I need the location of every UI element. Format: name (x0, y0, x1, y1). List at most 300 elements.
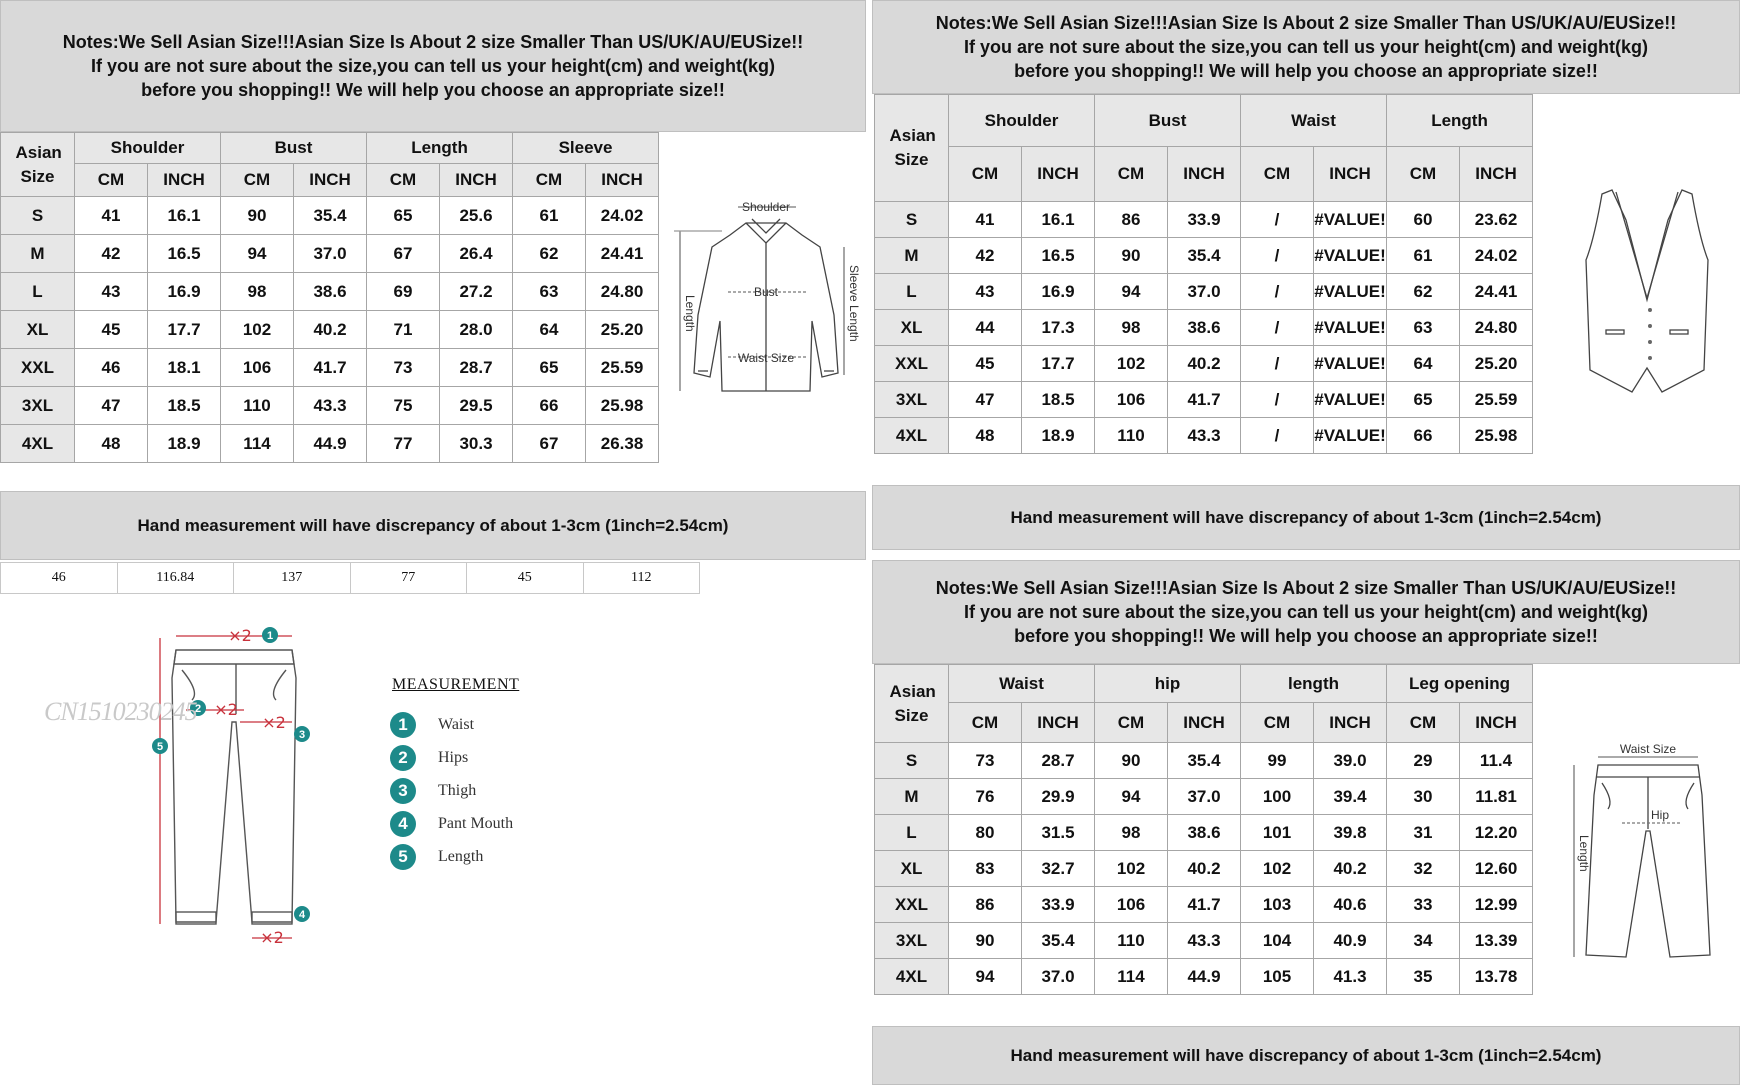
value-cell: 94 (949, 959, 1022, 995)
table-row (875, 238, 1533, 274)
size-cell: 4XL (875, 418, 949, 454)
shirt-notes (0, 0, 866, 132)
table-row (1, 197, 659, 235)
value-cell: 25.59 (586, 349, 659, 387)
value-cell: 114 (1095, 959, 1168, 995)
value-cell: 41.7 (294, 349, 367, 387)
value-cell: / (1241, 238, 1314, 274)
value-cell: 17.3 (1022, 310, 1095, 346)
size-header-cell: Asian Size (875, 95, 949, 202)
table-row (875, 418, 1533, 454)
value-cell: 66 (513, 387, 586, 425)
table-row (875, 346, 1533, 382)
value-cell: 25.59 (1460, 382, 1533, 418)
value-cell: 43 (949, 274, 1022, 310)
value-cell: 106 (1095, 382, 1168, 418)
value-strip (0, 562, 700, 594)
times2-label: ×2 (260, 928, 284, 947)
value-cell: 25.20 (1460, 346, 1533, 382)
value-cell: 63 (1387, 310, 1460, 346)
value-cell: / (1241, 310, 1314, 346)
value-cell: 114 (221, 425, 294, 463)
value-cell: 29.9 (1022, 779, 1095, 815)
value-cell: 65 (367, 197, 440, 235)
value-cell: 48 (75, 425, 148, 463)
value-cell: 18.1 (148, 349, 221, 387)
legend-item: 1 Waist (390, 708, 519, 741)
legend-item: 2 Hips (390, 741, 519, 774)
value-cell: 75 (367, 387, 440, 425)
value-cell: 47 (949, 382, 1022, 418)
size-cell: 3XL (875, 382, 949, 418)
strip-cell: 137 (234, 562, 351, 594)
marker-5: 5 (156, 741, 164, 753)
value-cell: 17.7 (148, 311, 221, 349)
value-cell: 94 (221, 235, 294, 273)
value-cell: 61 (513, 197, 586, 235)
size-cell: XXL (875, 887, 949, 923)
value-cell: 13.78 (1460, 959, 1533, 995)
strip-cell: 45 (467, 562, 584, 594)
value-cell: 41 (949, 202, 1022, 238)
value-cell: 102 (1095, 851, 1168, 887)
value-cell: 29 (1387, 743, 1460, 779)
value-cell: 12.60 (1460, 851, 1533, 887)
table-row (875, 779, 1533, 815)
shirt-footer: Hand measurement will have discrepancy of about 1-3cm (1inch=2.54cm) (0, 491, 866, 560)
table-row (1, 235, 659, 273)
value-cell: 41.3 (1314, 959, 1387, 995)
size-cell: L (875, 815, 949, 851)
value-cell: 24.80 (1460, 310, 1533, 346)
value-cell: 65 (513, 349, 586, 387)
unit-header: INCH (440, 164, 513, 197)
value-cell: 100 (1241, 779, 1314, 815)
size-header-cell: Asian Size (875, 665, 949, 743)
value-cell: 24.02 (1460, 238, 1533, 274)
value-cell: 90 (221, 197, 294, 235)
size-cell: 3XL (875, 923, 949, 959)
table-row (875, 959, 1533, 995)
value-cell: 11.4 (1460, 743, 1533, 779)
size-cell: S (1, 197, 75, 235)
value-cell: 44.9 (294, 425, 367, 463)
unit-header: INCH (586, 164, 659, 197)
legend-item: 3 Thigh (390, 774, 519, 807)
value-cell: 94 (1095, 779, 1168, 815)
size-cell: XXL (875, 346, 949, 382)
value-cell: 64 (513, 311, 586, 349)
value-cell: 24.02 (586, 197, 659, 235)
value-cell: 39.0 (1314, 743, 1387, 779)
size-cell: XL (875, 851, 949, 887)
value-cell: 11.81 (1460, 779, 1533, 815)
value-cell: 69 (367, 273, 440, 311)
value-cell: 45 (949, 346, 1022, 382)
value-cell: 110 (1095, 923, 1168, 959)
value-cell: 40.6 (1314, 887, 1387, 923)
value-cell: 77 (367, 425, 440, 463)
value-cell: 33.9 (1022, 887, 1095, 923)
shoulder-label: Shoulder (741, 200, 791, 214)
value-cell: 30.3 (440, 425, 513, 463)
value-cell: 102 (1241, 851, 1314, 887)
value-cell: 40.2 (1168, 851, 1241, 887)
value-cell: 25.98 (1460, 418, 1533, 454)
table-row (875, 310, 1533, 346)
value-cell: 13.39 (1460, 923, 1533, 959)
legend-item: 4 Pant Mouth (390, 807, 519, 840)
value-cell: 43.3 (294, 387, 367, 425)
strip-cell: 116.84 (118, 562, 235, 594)
value-cell: 42 (75, 235, 148, 273)
value-cell: 43.3 (1168, 418, 1241, 454)
value-cell: 102 (1095, 346, 1168, 382)
value-cell: 28.0 (440, 311, 513, 349)
times2-label: ×2 (214, 700, 238, 719)
value-cell: 17.7 (1022, 346, 1095, 382)
value-cell: 18.5 (1022, 382, 1095, 418)
bust-label: Bust (753, 285, 779, 299)
value-cell: #VALUE! (1314, 238, 1387, 274)
table-row (1, 273, 659, 311)
value-cell: 102 (221, 311, 294, 349)
pants-size-outline-icon (1562, 735, 1732, 970)
unit-header: INCH (1314, 147, 1387, 202)
times2-label: ×2 (262, 713, 286, 732)
value-cell: 16.1 (148, 197, 221, 235)
value-cell: 34 (1387, 923, 1460, 959)
value-cell: 38.6 (294, 273, 367, 311)
value-cell: 67 (367, 235, 440, 273)
watermark: CN1510230245 (44, 697, 197, 726)
sleeve-label: Sleeve Length (847, 265, 861, 342)
column-header: Shoulder (949, 95, 1095, 147)
value-cell: 94 (1095, 274, 1168, 310)
value-cell: 43.3 (1168, 923, 1241, 959)
value-cell: 37.0 (1168, 274, 1241, 310)
value-cell: 104 (1241, 923, 1314, 959)
value-cell: 64 (1387, 346, 1460, 382)
value-cell: 98 (1095, 310, 1168, 346)
value-cell: 39.8 (1314, 815, 1387, 851)
legend-item: 5 Length (390, 840, 519, 873)
pants-outline-icon (140, 622, 340, 952)
value-cell: 29.5 (440, 387, 513, 425)
marker-4: 4 (298, 909, 306, 921)
pants-notes: Notes:We Sell Asian Size!!!Asian Size Is About 2 size Smaller Than US/UK/AU/EUSize!! If you are not sure about the size,you can tell us your height(cm) and weight(kg) before you shopping!! We will help you choose an appropriate size!! (872, 560, 1740, 664)
value-cell: 26.38 (586, 425, 659, 463)
value-cell: 101 (1241, 815, 1314, 851)
value-cell: 90 (1095, 743, 1168, 779)
value-cell: 110 (1095, 418, 1168, 454)
marker-1: 1 (266, 630, 274, 642)
strip-cell: 77 (351, 562, 468, 594)
table-row (1, 349, 659, 387)
table-row (1, 311, 659, 349)
value-cell: 16.5 (148, 235, 221, 273)
value-cell: 99 (1241, 743, 1314, 779)
notes-line-3: before you shopping!! We will help you choose an appropriate size!! (141, 80, 725, 100)
value-cell: 98 (221, 273, 294, 311)
unit-header: INCH (1460, 147, 1533, 202)
value-cell: / (1241, 382, 1314, 418)
value-cell: 62 (1387, 274, 1460, 310)
value-cell: 32.7 (1022, 851, 1095, 887)
unit-header: CM (949, 703, 1022, 743)
value-cell: 44 (949, 310, 1022, 346)
column-header: Length (367, 133, 513, 164)
table-row (875, 382, 1533, 418)
table-row (875, 274, 1533, 310)
size-cell: 4XL (1, 425, 75, 463)
value-cell: 35.4 (1168, 238, 1241, 274)
pants-size-diagram (1562, 735, 1732, 970)
value-cell: 28.7 (440, 349, 513, 387)
shirt-outline-icon (672, 195, 862, 405)
value-cell: 18.9 (148, 425, 221, 463)
size-cell: XL (1, 311, 75, 349)
table-row (1, 387, 659, 425)
value-cell: 80 (949, 815, 1022, 851)
unit-header: INCH (1460, 703, 1533, 743)
size-cell: M (1, 235, 75, 273)
value-cell: 16.5 (1022, 238, 1095, 274)
value-cell: 105 (1241, 959, 1314, 995)
value-cell: 106 (1095, 887, 1168, 923)
unit-header: INCH (148, 164, 221, 197)
vest-footer: Hand measurement will have discrepancy of about 1-3cm (1inch=2.54cm) (872, 485, 1740, 550)
value-cell: 86 (949, 887, 1022, 923)
value-cell: 66 (1387, 418, 1460, 454)
measurement-legend (390, 676, 519, 873)
value-cell: 63 (513, 273, 586, 311)
value-cell: / (1241, 202, 1314, 238)
column-header: Bust (1095, 95, 1241, 147)
size-cell: S (875, 202, 949, 238)
value-cell: 33.9 (1168, 202, 1241, 238)
value-cell: 27.2 (440, 273, 513, 311)
unit-header: CM (1387, 703, 1460, 743)
unit-header: CM (949, 147, 1022, 202)
value-cell: 44.9 (1168, 959, 1241, 995)
value-cell: 42 (949, 238, 1022, 274)
value-cell: 60 (1387, 202, 1460, 238)
value-cell: 16.9 (148, 273, 221, 311)
table-row (875, 202, 1533, 238)
notes-line-2: If you are not sure about the size,you can tell us your height(cm) and weight(kg) (90, 56, 776, 76)
value-cell: 106 (221, 349, 294, 387)
value-cell: / (1241, 346, 1314, 382)
column-header: Sleeve (513, 133, 659, 164)
shirt-size-panel (0, 0, 866, 560)
unit-header: CM (367, 164, 440, 197)
table-row (875, 743, 1533, 779)
value-cell: 38.6 (1168, 310, 1241, 346)
column-header: Leg opening (1387, 665, 1533, 703)
value-cell: 98 (1095, 815, 1168, 851)
value-cell: 28.7 (1022, 743, 1095, 779)
value-cell: 43 (75, 273, 148, 311)
column-header: hip (1095, 665, 1241, 703)
value-cell: 25.6 (440, 197, 513, 235)
table-row (875, 851, 1533, 887)
value-cell: 16.9 (1022, 274, 1095, 310)
vest-outline-icon (1572, 180, 1722, 400)
size-cell: 4XL (875, 959, 949, 995)
length-label: Length (683, 295, 697, 332)
value-cell: 37.0 (1168, 779, 1241, 815)
strip-cell: 112 (584, 562, 701, 594)
unit-header: INCH (1168, 703, 1241, 743)
shirt-diagram (672, 195, 862, 405)
value-cell: 23.62 (1460, 202, 1533, 238)
column-header: Length (1387, 95, 1533, 147)
value-cell: 12.99 (1460, 887, 1533, 923)
shirt-size-table (0, 132, 659, 463)
value-cell: 71 (367, 311, 440, 349)
vest-size-table (874, 94, 1533, 454)
value-cell: #VALUE! (1314, 274, 1387, 310)
value-cell: 37.0 (1022, 959, 1095, 995)
value-cell: 103 (1241, 887, 1314, 923)
vest-diagram (1572, 180, 1722, 400)
value-cell: 86 (1095, 202, 1168, 238)
value-cell: 47 (75, 387, 148, 425)
value-cell: 31.5 (1022, 815, 1095, 851)
unit-header: INCH (294, 164, 367, 197)
value-cell: / (1241, 274, 1314, 310)
hip-label: Hip (1650, 808, 1670, 822)
pants-measurement-diagram (140, 622, 340, 952)
value-cell: #VALUE! (1314, 382, 1387, 418)
size-cell: XL (875, 310, 949, 346)
column-header: Shoulder (75, 133, 221, 164)
column-header: Waist (949, 665, 1095, 703)
vest-notes: Notes:We Sell Asian Size!!!Asian Size Is About 2 size Smaller Than US/UK/AU/EUSize!! If you are not sure about the size,you can tell us your height(cm) and weight(kg) before you shopping!! We will help you choose an appropriate size!! (872, 0, 1740, 94)
value-cell: 41 (75, 197, 148, 235)
vest-size-panel (872, 0, 1740, 550)
marker-2: 2 (194, 703, 202, 715)
value-cell: 83 (949, 851, 1022, 887)
size-cell: L (1, 273, 75, 311)
unit-header: INCH (1168, 147, 1241, 202)
value-cell: 16.1 (1022, 202, 1095, 238)
unit-header: CM (1387, 147, 1460, 202)
value-cell: #VALUE! (1314, 418, 1387, 454)
value-cell: 40.9 (1314, 923, 1387, 959)
value-cell: 40.2 (1314, 851, 1387, 887)
value-cell: 73 (367, 349, 440, 387)
notes-line-1: Notes:We Sell Asian Size!!!Asian Size Is About 2 size Smaller Than US/UK/AU/EUSize!! (62, 32, 804, 52)
size-cell: 3XL (1, 387, 75, 425)
column-header: length (1241, 665, 1387, 703)
unit-header: INCH (1022, 147, 1095, 202)
size-cell: S (875, 743, 949, 779)
unit-header: CM (221, 164, 294, 197)
value-cell: 18.5 (148, 387, 221, 425)
value-cell: 38.6 (1168, 815, 1241, 851)
value-cell: #VALUE! (1314, 310, 1387, 346)
table-row (875, 815, 1533, 851)
value-cell: #VALUE! (1314, 346, 1387, 382)
length-label: Length (1577, 835, 1591, 872)
unit-header: CM (1095, 703, 1168, 743)
value-cell: 30 (1387, 779, 1460, 815)
value-cell: 62 (513, 235, 586, 273)
unit-header: INCH (1314, 703, 1387, 743)
value-cell: 45 (75, 311, 148, 349)
size-cell: M (875, 779, 949, 815)
size-header-cell: Asian Size (1, 133, 75, 197)
value-cell: 31 (1387, 815, 1460, 851)
waist-size-label: Waist Size (1619, 742, 1677, 756)
value-cell: 26.4 (440, 235, 513, 273)
value-cell: 61 (1387, 238, 1460, 274)
pants-size-table (874, 664, 1533, 995)
value-cell: 90 (1095, 238, 1168, 274)
pants-footer: Hand measurement will have discrepancy of about 1-3cm (1inch=2.54cm) (872, 1026, 1740, 1085)
unit-header: CM (513, 164, 586, 197)
value-cell: 39.4 (1314, 779, 1387, 815)
unit-header: INCH (1022, 703, 1095, 743)
value-cell: 40.2 (294, 311, 367, 349)
value-cell: 40.2 (1168, 346, 1241, 382)
value-cell: / (1241, 418, 1314, 454)
unit-header: CM (1241, 703, 1314, 743)
value-cell: 76 (949, 779, 1022, 815)
value-cell: 18.9 (1022, 418, 1095, 454)
unit-header: CM (75, 164, 148, 197)
size-cell: L (875, 274, 949, 310)
value-cell: 35 (1387, 959, 1460, 995)
value-cell: 24.80 (586, 273, 659, 311)
table-row (875, 887, 1533, 923)
pants-size-panel (872, 560, 1740, 1085)
value-cell: 33 (1387, 887, 1460, 923)
value-cell: 46 (75, 349, 148, 387)
value-cell: 37.0 (294, 235, 367, 273)
table-row (875, 923, 1533, 959)
value-cell: 41.7 (1168, 382, 1241, 418)
marker-3: 3 (298, 729, 306, 741)
value-cell: 35.4 (1022, 923, 1095, 959)
value-cell: 12.20 (1460, 815, 1533, 851)
size-cell: XXL (1, 349, 75, 387)
value-cell: 35.4 (294, 197, 367, 235)
value-cell: 67 (513, 425, 586, 463)
value-cell: 35.4 (1168, 743, 1241, 779)
waist-label: Waist Size (737, 351, 795, 365)
value-cell: #VALUE! (1314, 202, 1387, 238)
size-cell: M (875, 238, 949, 274)
table-row (1, 425, 659, 463)
value-cell: 48 (949, 418, 1022, 454)
column-header: Waist (1241, 95, 1387, 147)
value-cell: 32 (1387, 851, 1460, 887)
value-cell: 41.7 (1168, 887, 1241, 923)
column-header: Bust (221, 133, 367, 164)
value-cell: 65 (1387, 382, 1460, 418)
value-cell: 110 (221, 387, 294, 425)
value-cell: 25.98 (586, 387, 659, 425)
times2-label: ×2 (228, 626, 252, 645)
value-cell: 24.41 (586, 235, 659, 273)
value-cell: 25.20 (586, 311, 659, 349)
value-cell: 24.41 (1460, 274, 1533, 310)
strip-cell: 46 (0, 562, 118, 594)
measurement-title: MEASUREMENT (392, 676, 520, 693)
